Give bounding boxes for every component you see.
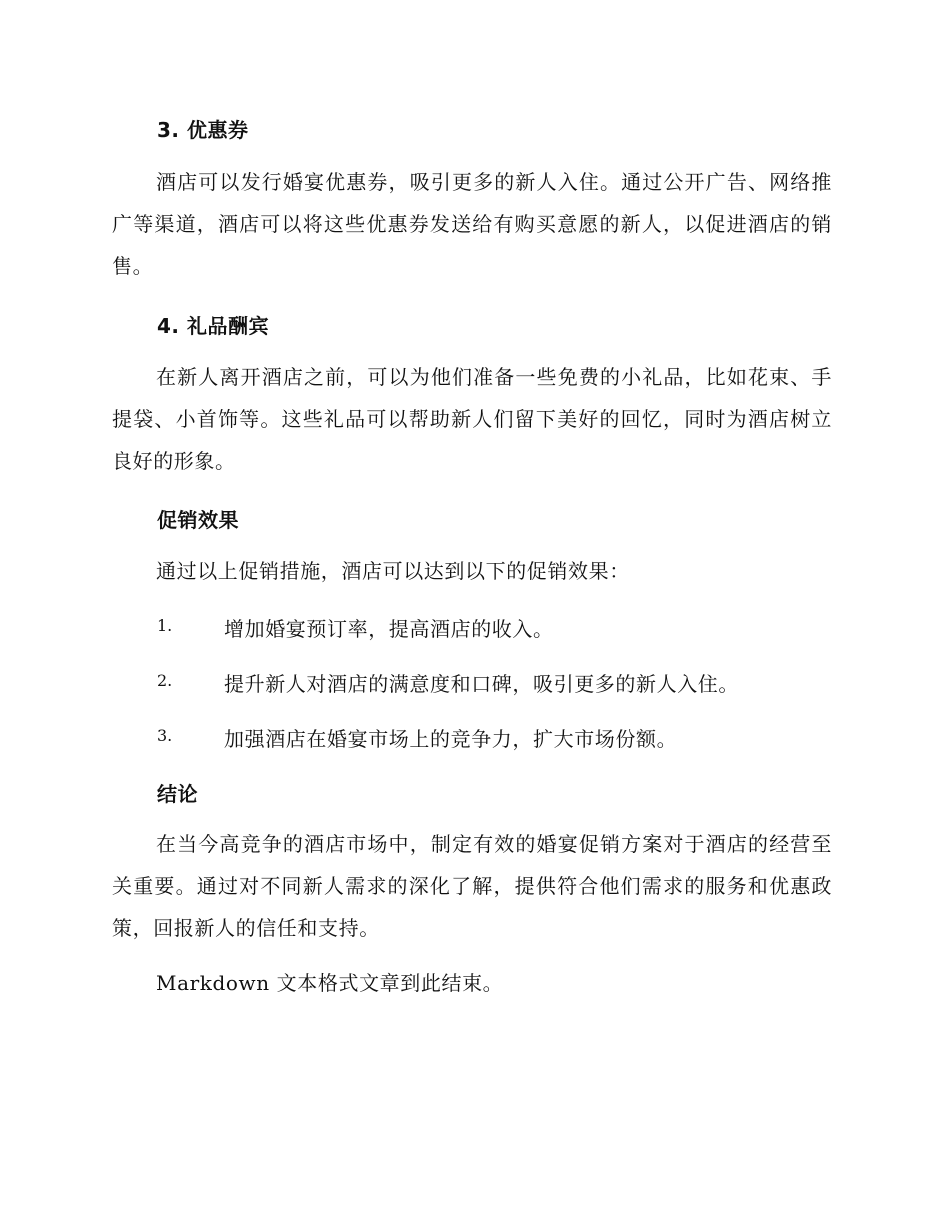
list-item-number: 1. — [157, 616, 173, 635]
section-heading-gift: 4. 礼品酬宾 — [157, 314, 269, 338]
list-item-text: 增加婚宴预订率，提高酒店的收入。 — [224, 617, 554, 641]
section-heading-coupon: 3. 优惠券 — [157, 118, 249, 142]
list-item-number: 2. — [157, 671, 173, 690]
paragraph-conclusion: 在当今高竞争的酒店市场中，制定有效的婚宴促销方案对于酒店的经营至关重要。通过对不同新人需求的深化了解，提供符合他们需求的服务和优惠政策，回报新人的信任和支持。 — [112, 832, 832, 940]
section-heading-effect: 促销效果 — [157, 508, 239, 532]
paragraph-effect-intro: 通过以上促销措施，酒店可以达到以下的促销效果： — [156, 559, 630, 583]
paragraph-gift: 在新人离开酒店之前，可以为他们准备一些免费的小礼品，比如花束、手提袋、小首饰等。这些礼品可以帮助新人们留下美好的回忆，同时为酒店树立良好的形象。 — [112, 365, 832, 473]
list-item-number: 3. — [157, 726, 173, 745]
paragraph-closing: Markdown 文本格式文章到此结束。 — [156, 971, 504, 995]
paragraph-coupon: 酒店可以发行婚宴优惠券，吸引更多的新人入住。通过公开广告、网络推广等渠道，酒店可以将这些优惠券发送给有购买意愿的新人，以促进酒店的销售。 — [112, 170, 832, 278]
section-heading-conclusion: 结论 — [157, 782, 198, 806]
list-item-text: 加强酒店在婚宴市场上的竞争力，扩大市场份额。 — [224, 727, 678, 751]
list-item-text: 提升新人对酒店的满意度和口碑，吸引更多的新人入住。 — [224, 672, 739, 696]
